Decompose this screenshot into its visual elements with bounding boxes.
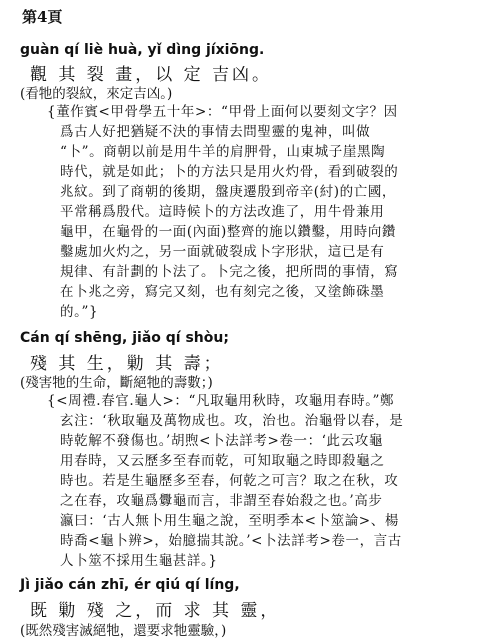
section-1-note-line: 龜甲，在龜骨的一面(內面)整齊的施以鑽鑿，用時向鑽 bbox=[60, 224, 397, 240]
section-2-note-line: 玄注：‘秋取龜及萬物成也。攻，治也。治龜骨以春，是 bbox=[60, 413, 404, 429]
section-1-note-line: “卜”。商朝以前是用牛羊的肩胛骨，山東城子崖黑陶 bbox=[60, 144, 386, 160]
section-1-text: 觀 其 裂 畫，以 定 吉凶。 bbox=[30, 65, 273, 85]
section-3-text: 既 勦 殘 之，而 求 其 靈， bbox=[30, 601, 281, 621]
section-2-pinyin: Cán qí shēng, jiǎo qí shòu; bbox=[20, 330, 229, 346]
section-1-note-line: {董作賓<甲骨學五十年>：“甲骨上面何以要刻文字？因 bbox=[47, 104, 398, 120]
section-2-note-line: 時喬<龜卜辨>，始臆揣其說。’<卜法詳考>卷一，言古 bbox=[60, 533, 402, 549]
page-number: 第4頁 bbox=[22, 8, 63, 26]
section-1-note-line: 鑿處加火灼之，另一面就破裂成卜字形狀，這已是有 bbox=[60, 244, 385, 260]
section-2-note-line: 瀛曰：‘古人無卜用生龜之說，至明季本<卜筮論>、楊 bbox=[60, 513, 399, 529]
section-1-pinyin: guàn qí liè huà, yǐ dìng jíxiōng. bbox=[20, 42, 265, 58]
section-3-pinyin: Jì jiǎo cán zhī, ér qiú qí líng, bbox=[20, 577, 240, 593]
section-1-note-line: 兆紋。到了商朝的後期，盤庚遷殷到帝辛(紂)的亡國， bbox=[60, 184, 397, 200]
section-2-note-line: 用春時，又云歷多至春而乾，可知取龜之時即殺龜之 bbox=[60, 453, 385, 469]
section-1-note-line: 在卜兆之旁，寫完又刻，也有刻完之後，又塗飾硃墨 bbox=[60, 284, 385, 300]
section-1-note-line: 時代，就是如此；卜的方法只是用火灼骨，看到破裂的 bbox=[60, 164, 399, 180]
section-1-note-line: 的。”} bbox=[60, 304, 99, 320]
section-2-note-line: 時也。若是生龜歷多至春，何乾之可言？取之在秋，攻 bbox=[60, 473, 399, 489]
section-2-text: 殘 其 生，勦 其 壽； bbox=[30, 354, 224, 374]
section-1-note-line: 爲古人好把猶疑不決的事情去問聖靈的鬼神，叫做 bbox=[60, 124, 371, 140]
section-2-note-line: 人卜筮不採用生龜甚詳。} bbox=[60, 553, 218, 569]
section-1-note-line: 平常稱爲殷代。這時候卜的方法改進了，用牛骨兼用 bbox=[60, 204, 385, 220]
section-1-note-line: 規律、有計劃的卜法了。卜完之後，把所問的事情，寫 bbox=[60, 264, 399, 280]
section-2-note-line: 之在春，攻龜爲釁龜而言，非謂至春始殺之也。’高步 bbox=[60, 493, 383, 509]
section-2-gloss: (殘害牠的生命，斷絕牠的壽數；) bbox=[20, 375, 213, 391]
section-2-note-line: {<周禮.春官.龜人>：“凡取龜用秋時，攻龜用春時。”鄭 bbox=[47, 393, 395, 409]
section-3-gloss: (既然殘害滅絕牠，還要求牠靈驗，) bbox=[20, 623, 227, 639]
section-1-gloss: (看牠的裂紋，來定吉凶。) bbox=[20, 86, 173, 102]
section-2-note-line: 時乾解不發傷也。’胡煦<卜法詳考>卷一：‘此云攻龜 bbox=[60, 433, 383, 449]
